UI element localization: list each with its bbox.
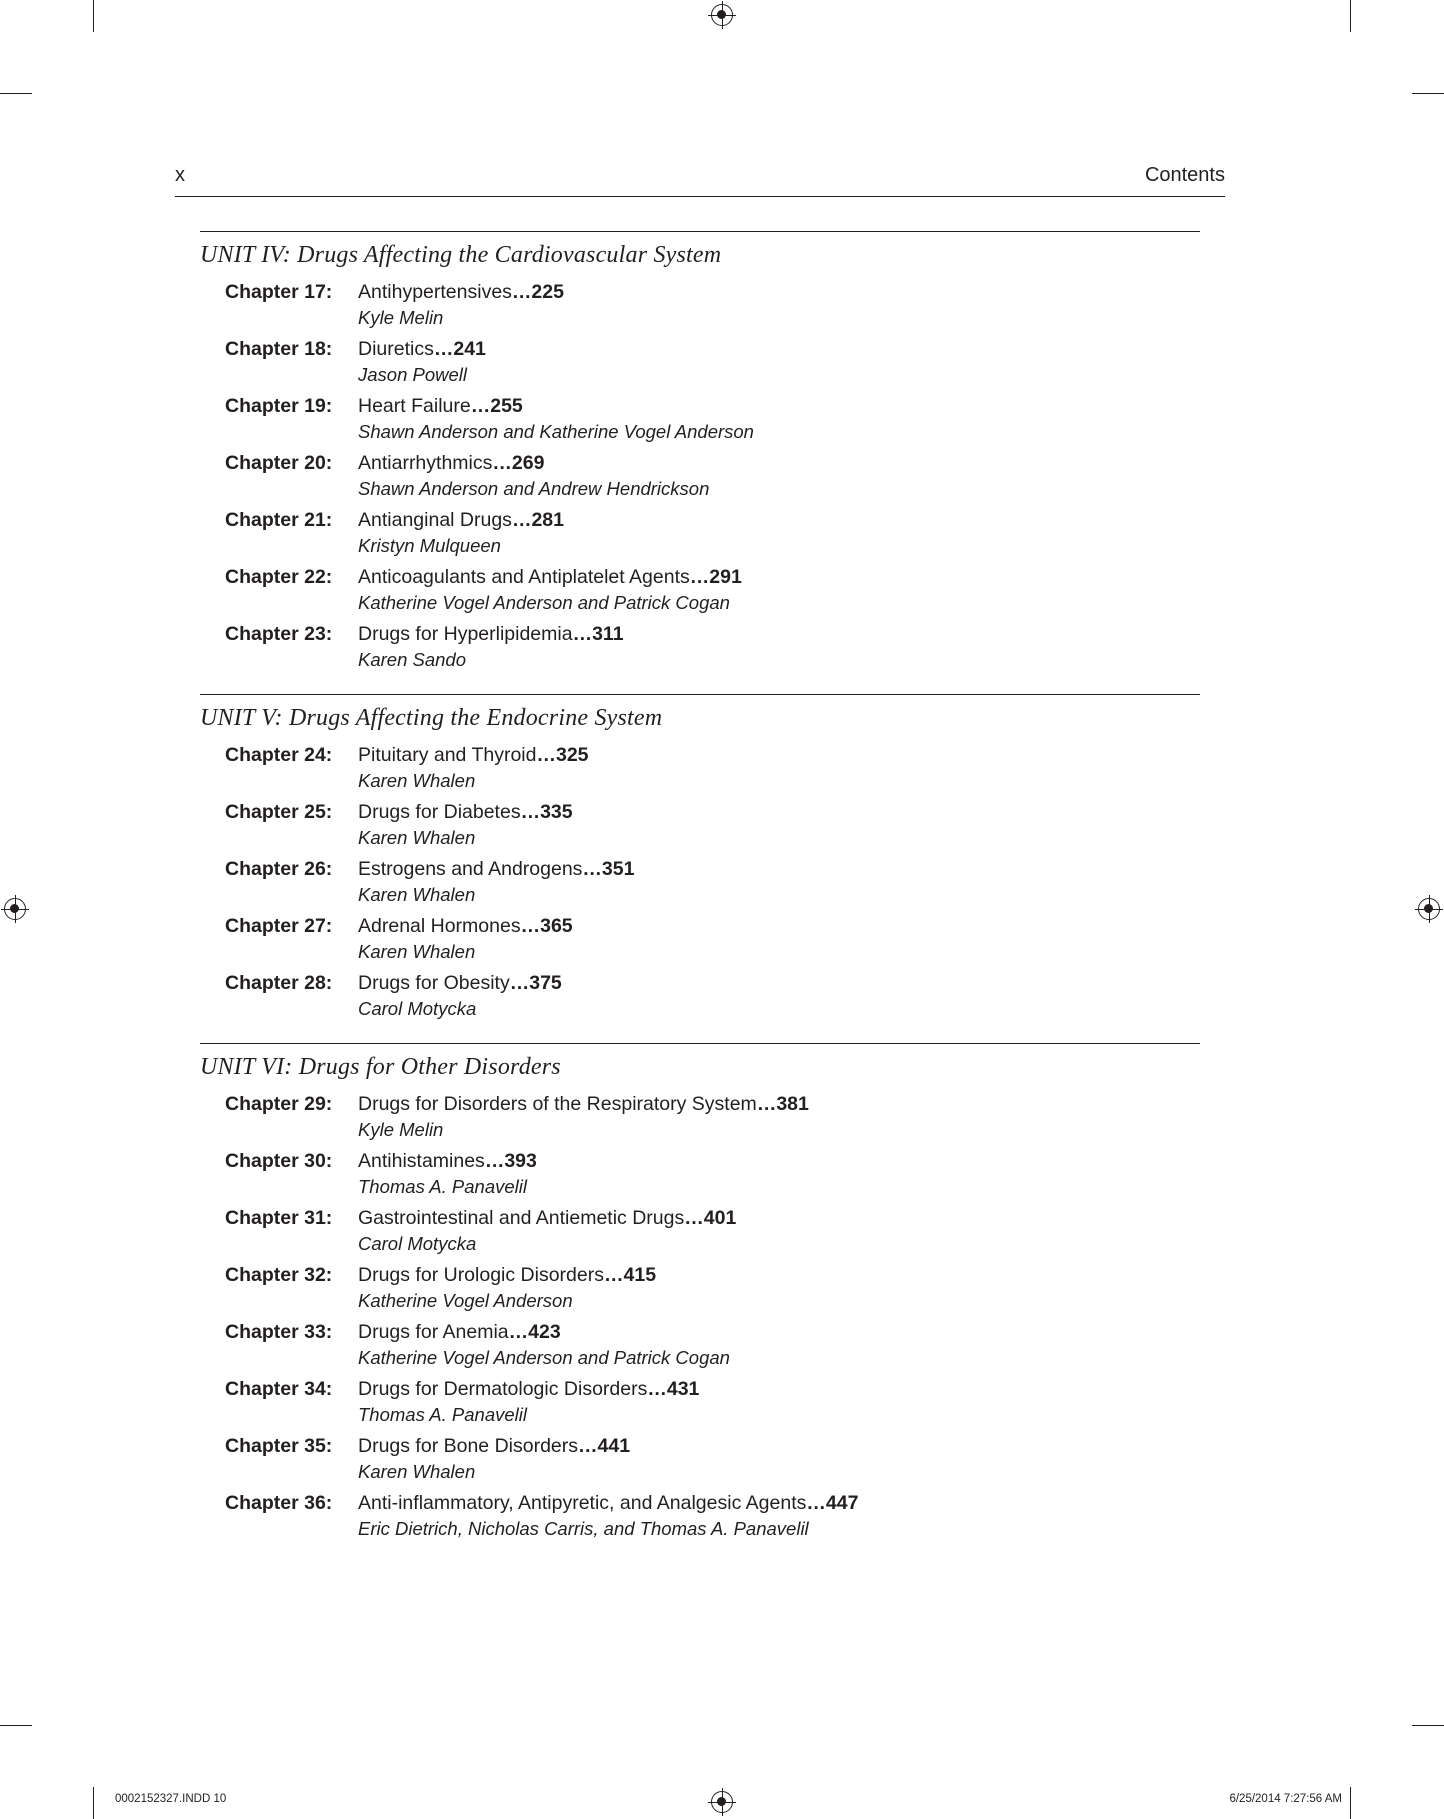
chapter-authors: Kyle Melin: [358, 307, 444, 328]
chapter-entry: [200, 450, 1200, 501]
chapter-details: [358, 1319, 1200, 1370]
chapter-details: [358, 450, 1200, 501]
chapter-page: …225: [511, 281, 564, 303]
chapter-authors: Katherine Vogel Anderson and Patrick Cogan: [358, 592, 730, 613]
chapter-entry: [200, 1205, 1200, 1256]
chapter-authors: Katherine Vogel Anderson and Patrick Cogan: [358, 1347, 730, 1368]
chapter-title: Adrenal Hormones: [358, 915, 521, 937]
chapter-page: …281: [511, 509, 564, 531]
chapter-entry: [200, 913, 1200, 964]
chapter-authors: Shawn Anderson and Katherine Vogel Anderson: [358, 421, 754, 442]
chapter-number: Chapter 17:: [225, 281, 333, 303]
chapter-number: Chapter 20:: [225, 452, 333, 474]
chapter-entry: [200, 1148, 1200, 1199]
crop-mark: [93, 1787, 94, 1819]
slug-timestamp: 6/25/2014 7:27:56 AM: [1229, 1793, 1342, 1805]
chapter-authors: Carol Motycka: [358, 1233, 477, 1254]
registration-mark-icon: [4, 898, 26, 920]
chapter-title: Gastrointestinal and Antiemetic Drugs: [358, 1207, 685, 1229]
chapter-line: [358, 1319, 1200, 1346]
chapter-title: Drugs for Diabetes: [358, 801, 521, 823]
chapter-page: …447: [806, 1492, 859, 1514]
chapter-authors: Thomas A. Panavelil: [358, 1404, 527, 1425]
chapter-line: [358, 1148, 1200, 1175]
chapter-title: Antiarrhythmics: [358, 452, 493, 474]
chapter-entry: [200, 1091, 1200, 1142]
chapter-number: Chapter 19:: [225, 395, 333, 417]
registration-mark-icon: [1418, 898, 1440, 920]
chapter-page: …241: [433, 338, 486, 360]
chapter-number: Chapter 34:: [225, 1378, 333, 1400]
chapter-authors: Kyle Melin: [358, 1119, 444, 1140]
chapter-title: Diuretics: [358, 338, 434, 360]
chapter-page: …381: [756, 1093, 809, 1115]
running-title: Contents: [1144, 164, 1225, 186]
chapter-title: Drugs for Anemia: [358, 1321, 509, 1343]
chapter-details: [358, 621, 1200, 672]
chapter-entry: [200, 393, 1200, 444]
chapter-line: [358, 742, 1200, 769]
chapter-number: Chapter 22:: [225, 566, 333, 588]
unit-title: UNIT VI: Drugs for Other Disorders: [200, 1054, 561, 1080]
chapter-page: …325: [536, 744, 589, 766]
chapter-number: Chapter 31:: [225, 1207, 333, 1229]
chapter-title: Drugs for Dermatologic Disorders: [358, 1378, 648, 1400]
unit-section: [200, 694, 1200, 1021]
chapter-entry: [200, 970, 1200, 1021]
chapter-authors: Karen Sando: [358, 649, 467, 670]
chapter-line: [358, 1490, 1200, 1517]
chapter-number: Chapter 29:: [225, 1093, 333, 1115]
registration-mark-icon: [711, 1791, 733, 1813]
chapter-details: [358, 913, 1200, 964]
chapter-details: [358, 564, 1200, 615]
chapter-details: [358, 1433, 1200, 1484]
chapter-number: Chapter 35:: [225, 1435, 333, 1457]
chapter-entry: [200, 742, 1200, 793]
chapter-page: …415: [604, 1264, 657, 1286]
chapter-page: …291: [689, 566, 742, 588]
chapter-number: Chapter 36:: [225, 1492, 333, 1514]
chapter-line: [358, 1433, 1200, 1460]
chapter-entry: [200, 856, 1200, 907]
crop-mark: [1412, 1725, 1444, 1726]
chapter-authors: Karen Whalen: [358, 770, 476, 791]
chapter-line: [358, 450, 1200, 477]
chapter-authors: Kristyn Mulqueen: [358, 535, 501, 556]
chapter-title: Drugs for Hyperlipidemia: [358, 623, 573, 645]
chapter-entry: [200, 1490, 1200, 1541]
chapter-line: [358, 856, 1200, 883]
chapter-number: Chapter 28:: [225, 972, 333, 994]
chapter-authors: Carol Motycka: [358, 998, 477, 1019]
chapter-number: Chapter 24:: [225, 744, 333, 766]
chapter-title: Antihypertensives: [358, 281, 512, 303]
chapter-page: …255: [470, 395, 523, 417]
chapter-page: …441: [578, 1435, 631, 1457]
chapter-page: …335: [520, 801, 573, 823]
chapter-authors: Shawn Anderson and Andrew Hendrickson: [358, 478, 710, 499]
chapter-line: [358, 970, 1200, 997]
chapter-line: [358, 336, 1200, 363]
chapter-details: [358, 799, 1200, 850]
chapter-authors: Karen Whalen: [358, 884, 476, 905]
chapter-details: [358, 970, 1200, 1021]
chapter-page: …393: [484, 1150, 537, 1172]
chapter-authors: Thomas A. Panavelil: [358, 1176, 527, 1197]
chapter-line: [358, 564, 1200, 591]
registration-mark-icon: [711, 4, 733, 26]
chapter-number: Chapter 21:: [225, 509, 333, 531]
chapter-details: [358, 1262, 1200, 1313]
chapter-line: [358, 621, 1200, 648]
chapter-details: [358, 1376, 1200, 1427]
chapter-line: [358, 1262, 1200, 1289]
chapter-number: Chapter 30:: [225, 1150, 333, 1172]
chapter-page: …375: [509, 972, 562, 994]
chapter-line: [358, 1091, 1200, 1118]
chapter-line: [358, 1205, 1200, 1232]
chapter-authors: Karen Whalen: [358, 941, 476, 962]
chapter-title: Drugs for Urologic Disorders: [358, 1264, 604, 1286]
crop-mark: [0, 93, 32, 94]
crop-mark: [1350, 0, 1351, 32]
chapter-details: [358, 1148, 1200, 1199]
chapter-details: [358, 856, 1200, 907]
chapter-entry: [200, 564, 1200, 615]
chapter-details: [358, 279, 1200, 330]
chapter-details: [358, 507, 1200, 558]
chapter-authors: Eric Dietrich, Nicholas Carris, and Thomas A. Panavelil: [358, 1518, 809, 1539]
chapter-title: Antianginal Drugs: [358, 509, 512, 531]
chapter-details: [358, 393, 1200, 444]
chapter-number: Chapter 26:: [225, 858, 333, 880]
chapter-number: Chapter 32:: [225, 1264, 333, 1286]
chapter-entry: [200, 336, 1200, 387]
chapter-number: Chapter 33:: [225, 1321, 333, 1343]
chapter-line: [358, 393, 1200, 420]
crop-mark: [93, 0, 94, 32]
chapter-authors: Karen Whalen: [358, 827, 476, 848]
chapter-details: [358, 1490, 1200, 1541]
chapter-details: [358, 742, 1200, 793]
chapter-details: [358, 1205, 1200, 1256]
running-head: [175, 162, 1225, 197]
crop-mark: [0, 1725, 32, 1726]
chapter-entry: [200, 1433, 1200, 1484]
chapter-title: Drugs for Obesity: [358, 972, 510, 994]
chapter-line: [358, 279, 1200, 306]
chapter-number: Chapter 25:: [225, 801, 333, 823]
unit-section: [200, 1043, 1200, 1541]
unit-title: UNIT IV: Drugs Affecting the Cardiovascular System: [200, 242, 722, 268]
chapter-title: Anticoagulants and Antiplatelet Agents: [358, 566, 690, 588]
chapter-title: Anti-inflammatory, Antipyretic, and Analgesic Agents: [358, 1492, 807, 1514]
chapter-line: [358, 507, 1200, 534]
chapter-entry: [200, 621, 1200, 672]
chapter-details: [358, 1091, 1200, 1142]
chapter-page: …351: [582, 858, 635, 880]
contents-list: [200, 231, 1200, 1563]
unit-title: UNIT V: Drugs Affecting the Endocrine System: [200, 705, 663, 731]
chapter-title: Antihistamines: [358, 1150, 485, 1172]
chapter-page: …401: [684, 1207, 737, 1229]
chapter-page: …269: [492, 452, 545, 474]
chapter-page: …423: [508, 1321, 561, 1343]
chapter-page: …365: [520, 915, 573, 937]
chapter-entry: [200, 1262, 1200, 1313]
chapter-entry: [200, 1319, 1200, 1370]
chapter-title: Heart Failure: [358, 395, 471, 417]
chapter-number: Chapter 27:: [225, 915, 333, 937]
chapter-title: Drugs for Bone Disorders: [358, 1435, 579, 1457]
chapter-authors: Karen Whalen: [358, 1461, 476, 1482]
chapter-authors: Katherine Vogel Anderson: [358, 1290, 573, 1311]
chapter-line: [358, 1376, 1200, 1403]
chapter-entry: [200, 1376, 1200, 1427]
chapter-line: [358, 913, 1200, 940]
chapter-entry: [200, 799, 1200, 850]
chapter-title: Estrogens and Androgens: [358, 858, 583, 880]
chapter-number: Chapter 18:: [225, 338, 333, 360]
unit-section: [200, 231, 1200, 672]
page-number: x: [175, 164, 185, 186]
chapter-authors: Jason Powell: [358, 364, 468, 385]
slug-filename: 0002152327.INDD 10: [115, 1793, 227, 1805]
chapter-page: …431: [647, 1378, 700, 1400]
chapter-entry: [200, 279, 1200, 330]
crop-mark: [1412, 93, 1444, 94]
chapter-details: [358, 336, 1200, 387]
chapter-line: [358, 799, 1200, 826]
chapter-title: Pituitary and Thyroid: [358, 744, 537, 766]
chapter-page: …311: [572, 623, 624, 645]
chapter-entry: [200, 507, 1200, 558]
crop-mark: [1350, 1787, 1351, 1819]
chapter-title: Drugs for Disorders of the Respiratory System: [358, 1093, 757, 1115]
chapter-number: Chapter 23:: [225, 623, 333, 645]
